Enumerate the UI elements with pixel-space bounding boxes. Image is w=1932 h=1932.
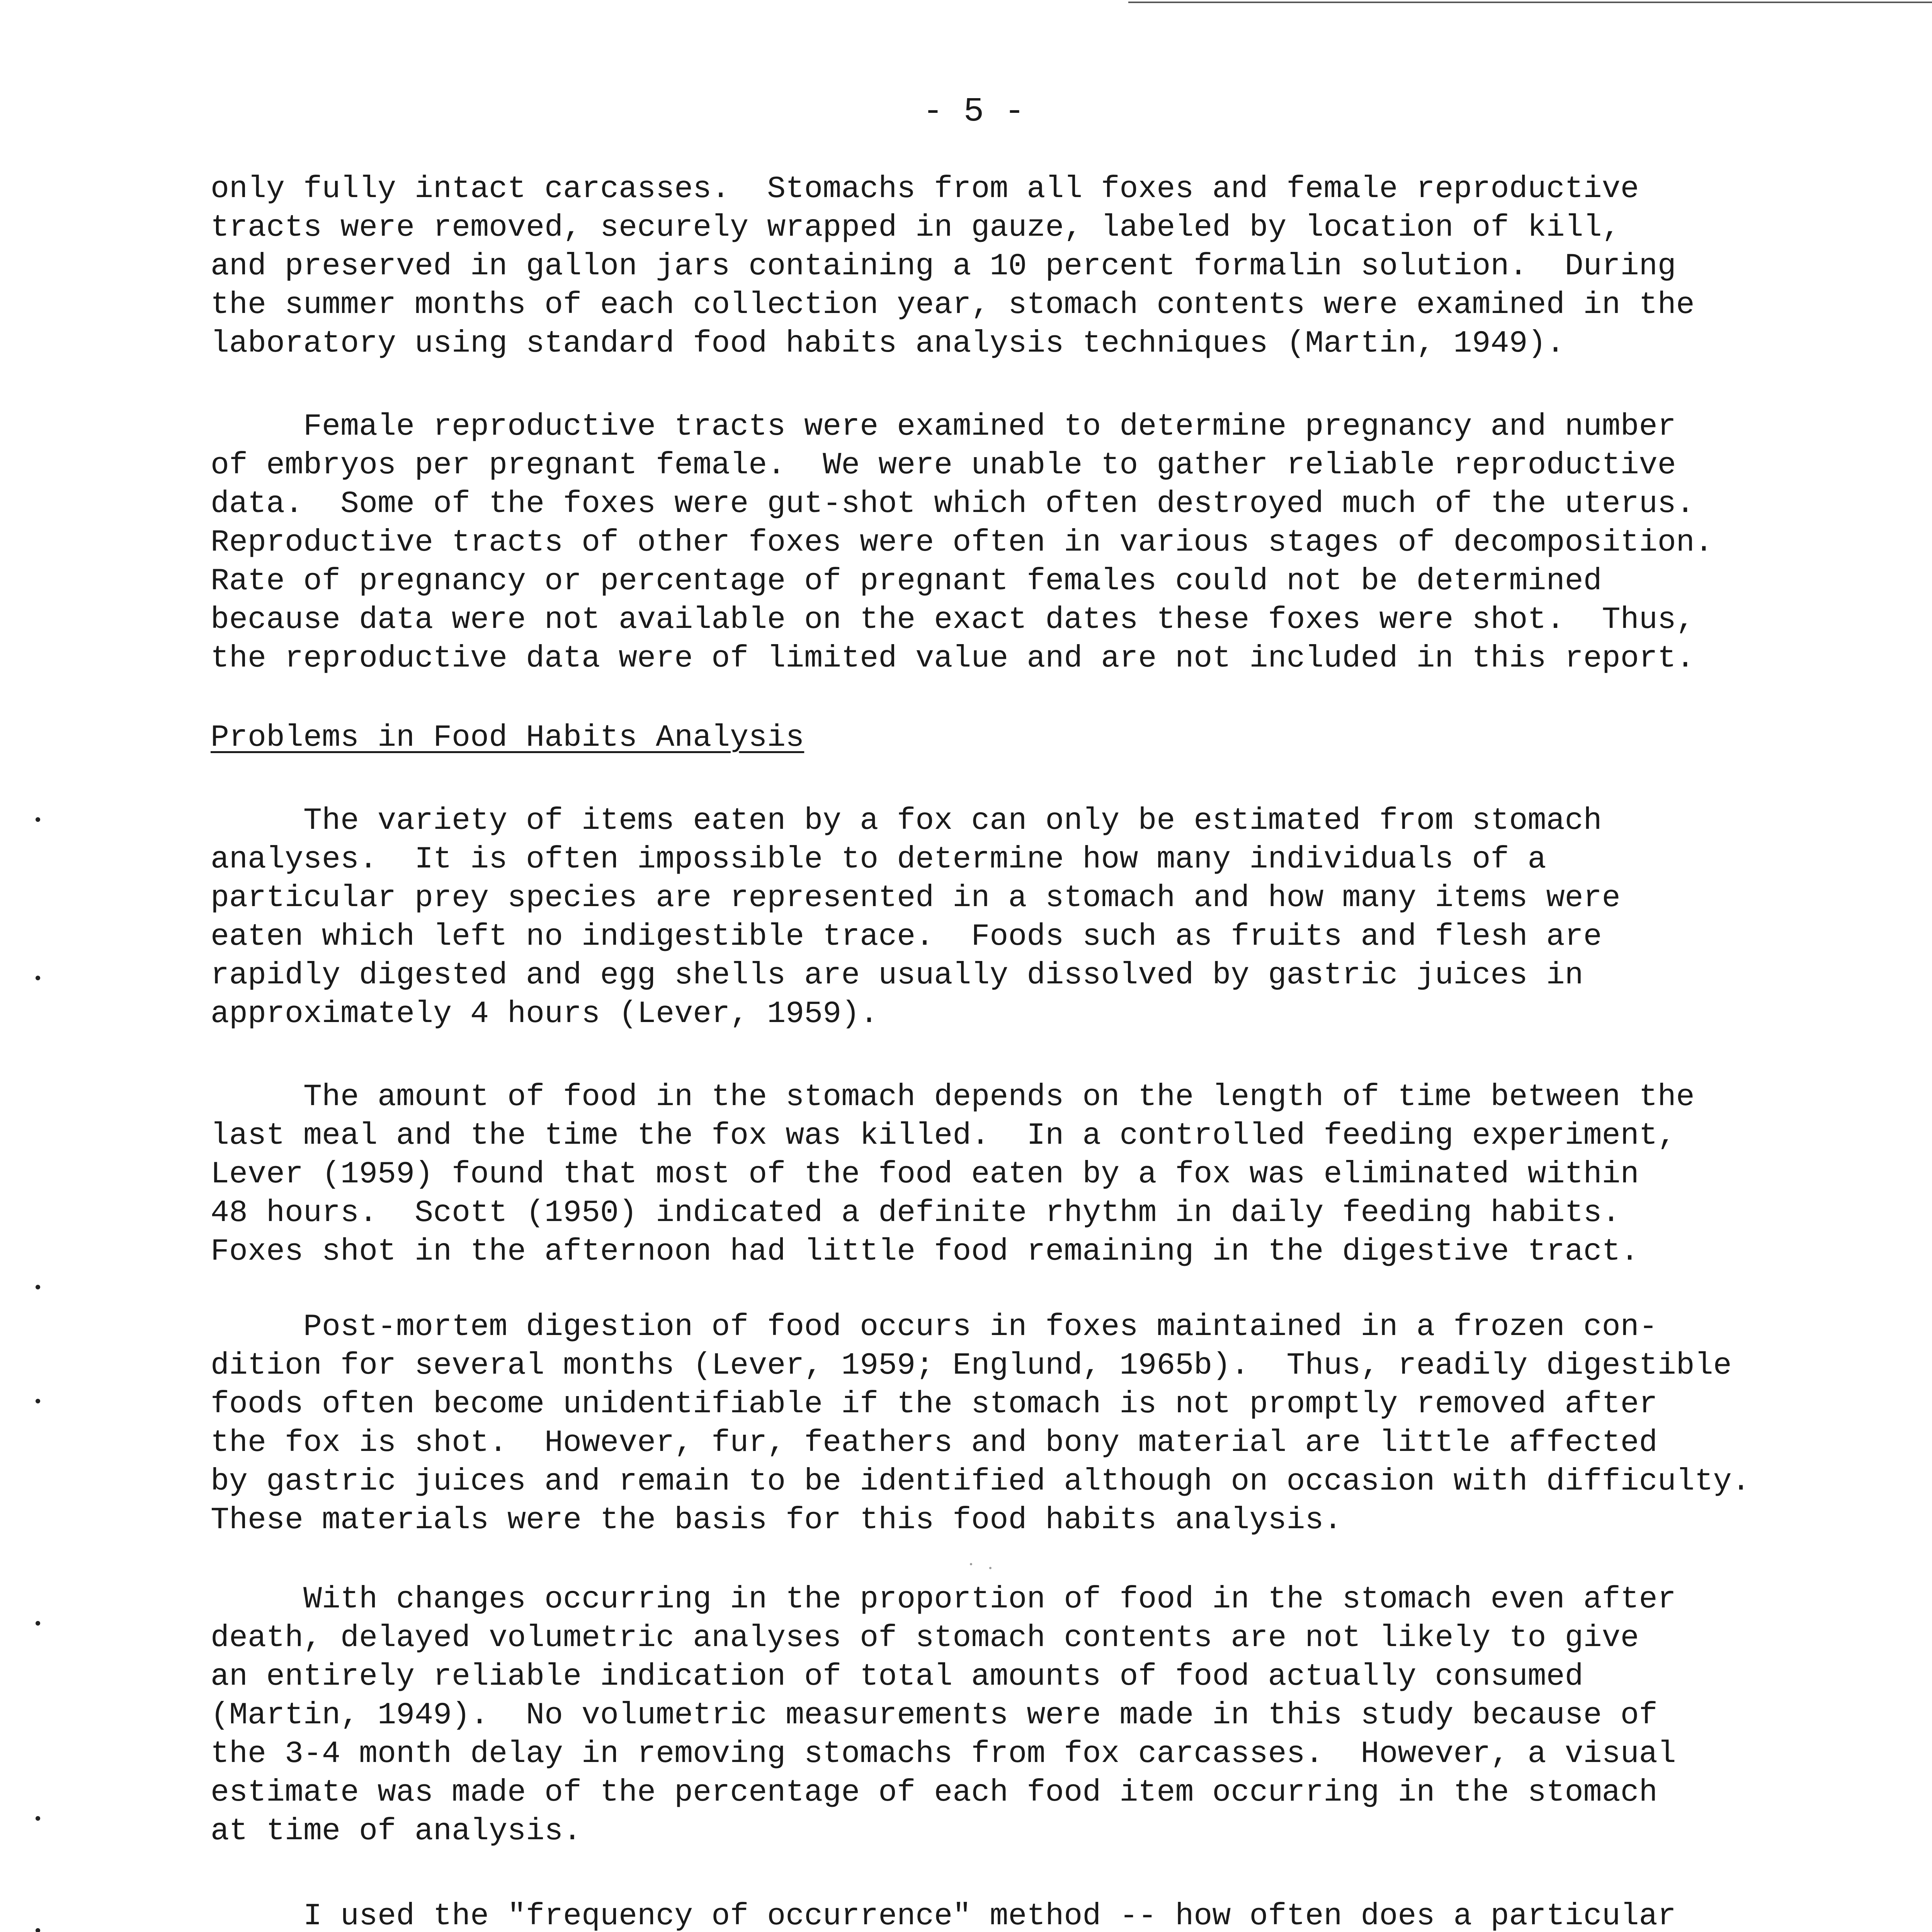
- text-line: and preserved in gallon jars containing a 10 percent formalin solution. During: [211, 249, 1676, 284]
- paragraph-5: [211, 1308, 1826, 1540]
- text-line: by gastric juices and remain to be identified although on occasion with difficulty.: [211, 1464, 1750, 1499]
- text-line: approximately 4 hours (Lever, 1959).: [211, 997, 879, 1032]
- text-line: (Martin, 1949). No volumetric measurements were made in this study because of: [211, 1698, 1658, 1733]
- text-line: estimate was made of the percentage of each food item occurring in the stomach: [211, 1775, 1658, 1810]
- text-line: of embryos per pregnant female. We were unable to gather reliable reproductive: [211, 448, 1676, 483]
- margin-dot: [36, 817, 40, 822]
- text-line: dition for several months (Lever, 1959; Englund, 1965b). Thus, readily digestible: [211, 1348, 1732, 1383]
- text-line: because data were not available on the exact dates these foxes were shot. Thus,: [211, 602, 1695, 638]
- text-line: at time of analysis.: [211, 1814, 582, 1849]
- section-heading: Problems in Food Habits Analysis: [211, 720, 804, 755]
- paragraph-1: [211, 170, 1826, 363]
- text-line: death, delayed volumetric analyses of stomach contents are not likely to give: [211, 1621, 1639, 1656]
- text-line: data. Some of the foxes were gut-shot which often destroyed much of the uterus.: [211, 486, 1695, 522]
- text-line: laboratory using standard food habits analysis techniques (Martin, 1949).: [211, 326, 1565, 361]
- text-line: Reproductive tracts of other foxes were often in various stages of decomposition.: [211, 525, 1713, 560]
- paragraph-7: [211, 1897, 1826, 1932]
- text-line: Lever (1959) found that most of the food eaten by a fox was eliminated within: [211, 1157, 1639, 1192]
- text-line: The amount of food in the stomach depends on the length of time between the: [211, 1080, 1695, 1115]
- text-line: I used the "frequency of occurrence" method -- how often does a particular: [211, 1899, 1676, 1932]
- page-number: - 5 -: [922, 93, 1025, 131]
- text-line: the reproductive data were of limited value and are not included in this report.: [211, 641, 1695, 676]
- text-line: the fox is shot. However, fur, feathers and bony material are little affected: [211, 1425, 1658, 1461]
- margin-dot: [36, 1928, 40, 1932]
- paragraph-4: [211, 1078, 1826, 1271]
- text-line: The variety of items eaten by a fox can only be estimated from stomach: [211, 803, 1602, 838]
- margin-dot: [36, 1816, 40, 1821]
- text-line: 48 hours. Scott (1950) indicated a definite rhythm in daily feeding habits.: [211, 1196, 1621, 1231]
- text-line: Foxes shot in the afternoon had little food remaining in the digestive tract.: [211, 1234, 1639, 1269]
- text-line: last meal and the time the fox was killed. In a controlled feeding experiment,: [211, 1118, 1676, 1153]
- margin-dot: [36, 1285, 40, 1289]
- margin-dot: [36, 1399, 40, 1403]
- text-line: tracts were removed, securely wrapped in gauze, labeled by location of kill,: [211, 210, 1621, 245]
- top-edge-rule: [1128, 2, 1932, 3]
- text-line: analyses. It is often impossible to determine how many individuals of a: [211, 842, 1546, 877]
- paragraph-3: [211, 802, 1826, 1034]
- text-line: the 3-4 month delay in removing stomachs from fox carcasses. However, a visual: [211, 1736, 1676, 1772]
- text-line: Rate of pregnancy or percentage of pregnant females could not be determined: [211, 564, 1602, 599]
- text-line: foods often become unidentifiable if the stomach is not promptly removed after: [211, 1387, 1658, 1422]
- text-line: only fully intact carcasses. Stomachs from all foxes and female reproductive: [211, 172, 1639, 207]
- text-line: With changes occurring in the proportion of food in the stomach even after: [211, 1582, 1676, 1617]
- text-line: the summer months of each collection year, stomach contents were examined in the: [211, 287, 1695, 323]
- text-line: an entirely reliable indication of total amounts of food actually consumed: [211, 1659, 1583, 1694]
- scan-speck: [970, 1563, 972, 1565]
- paragraph-6: [211, 1580, 1826, 1851]
- margin-dot: [36, 1621, 40, 1626]
- paragraph-2: [211, 408, 1826, 678]
- margin-dot: [36, 976, 40, 980]
- text-line: eaten which left no indigestible trace. Foods such as fruits and flesh are: [211, 919, 1602, 954]
- text-line: Post-mortem digestion of food occurs in foxes maintained in a frozen con-: [211, 1310, 1658, 1345]
- scan-speck: [989, 1567, 992, 1569]
- text-line: rapidly digested and egg shells are usually dissolved by gastric juices in: [211, 958, 1583, 993]
- text-line: particular prey species are represented in a stomach and how many items were: [211, 881, 1621, 916]
- text-line: These materials were the basis for this food habits analysis.: [211, 1503, 1342, 1538]
- text-line: Female reproductive tracts were examined to determine pregnancy and number: [211, 409, 1676, 444]
